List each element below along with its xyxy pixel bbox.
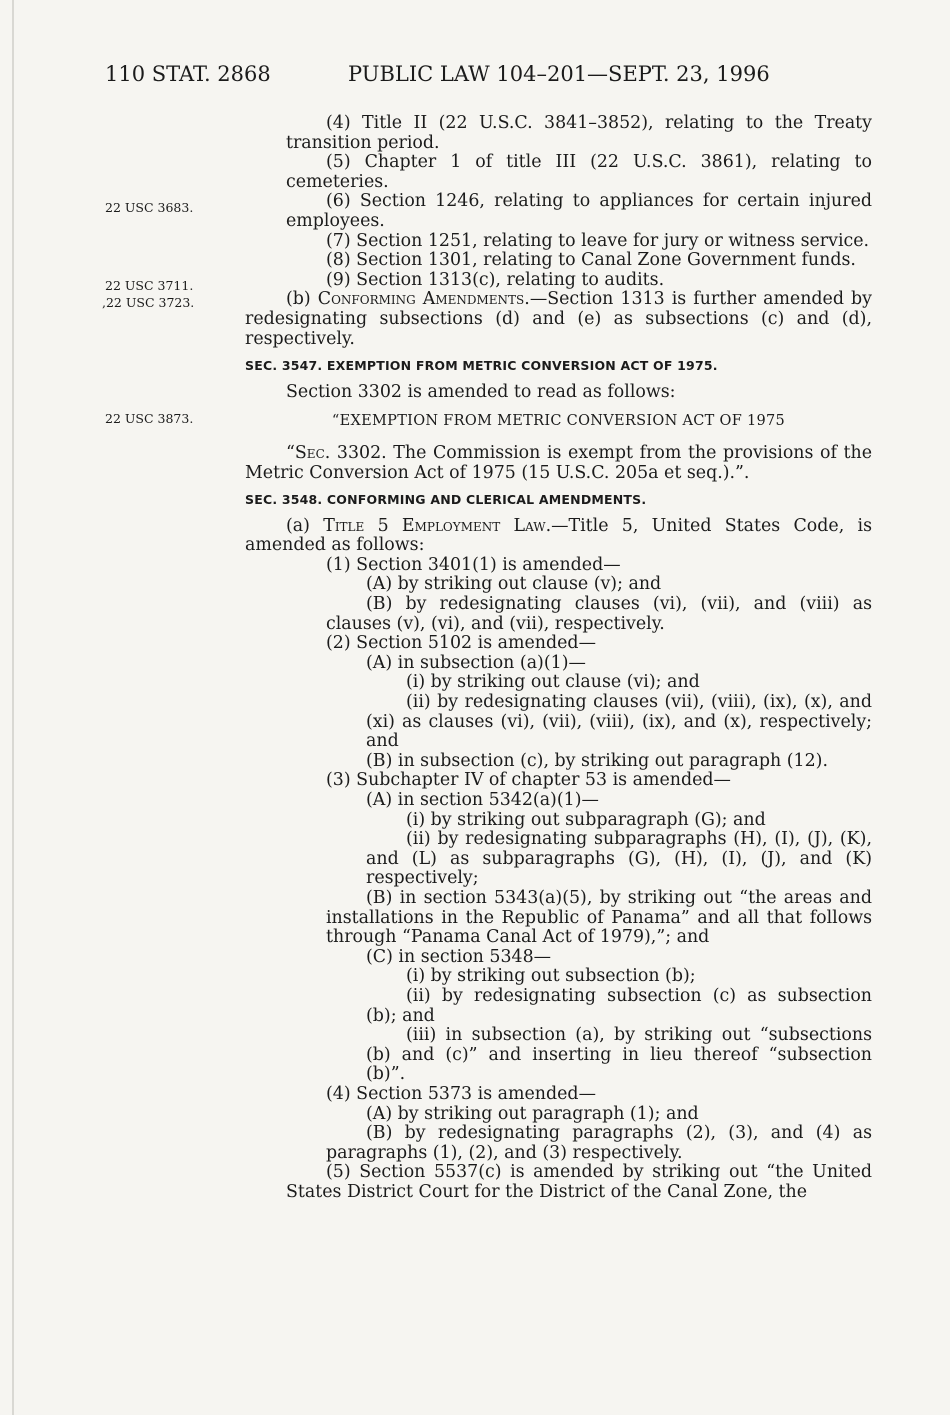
para-text: —Section 1313 is further amended by redesignating subsections (d) and (e) as subsections (c) and (d), respectively.: [245, 289, 872, 349]
paragraph: (A) by striking out paragraph (1); and: [366, 1103, 699, 1124]
para-lead: (a): [286, 515, 324, 536]
paragraph: (5) Section 5537(c) is amended by striking out “the United States District Court for the District of the Canal Zone, the: [286, 1162, 872, 1202]
document-body: [245, 114, 872, 1202]
paragraph: (A) by striking out clause (v); and: [366, 574, 662, 595]
small-caps-heading: Sec.: [294, 442, 331, 463]
paragraph: (i) by striking out subparagraph (G); and: [406, 809, 766, 830]
paragraph: (3) Subchapter IV of chapter 53 is amended—: [326, 770, 731, 791]
paragraph: (A) in section 5342(a)(1)—: [366, 790, 599, 810]
paragraph: (2) Section 5102 is amended—: [326, 633, 596, 654]
paragraph: Section 3302 is amended to read as follows:: [286, 381, 676, 402]
paragraph: (B) in section 5343(a)(5), by striking out “the areas and installations in the Republic of Panama” and all that follows through “Panama Canal Act of 1979),”; and: [326, 887, 872, 948]
paragraph: (1) Section 3401(1) is amended—: [326, 554, 621, 575]
section-heading: SEC. 3548. CONFORMING AND CLERICAL AMENDMENTS.: [245, 492, 647, 508]
para-lead: “: [286, 442, 295, 463]
small-caps-heading: Title 5 Employment Law.: [323, 515, 552, 536]
paragraph: (A) in subsection (a)(1)—: [366, 652, 586, 673]
page-reference: 110 STAT. 2868: [105, 62, 271, 86]
paragraph: (iii) in subsection (a), by striking out “subsections (b) and (c)” and inserting in lieu thereof “subsection (b)”.: [366, 1025, 872, 1085]
paragraph: (5) Chapter 1 of title III (22 U.S.C. 3861), relating to cemeteries.: [286, 152, 872, 192]
section-heading: SEC. 3547. EXEMPTION FROM METRIC CONVERSION ACT OF 1975.: [245, 358, 718, 374]
quoted-heading: “EXEMPTION FROM METRIC CONVERSION ACT OF 1975: [331, 413, 786, 430]
paragraph: (4) Title II (22 U.S.C. 3841–3852), relating to the Treaty transition period.: [286, 113, 872, 153]
margin-note: ,22 USC 3723.: [102, 295, 195, 310]
paragraph: [245, 444, 872, 483]
para-text: —Title 5, United States Code, is amended as follows:: [245, 515, 872, 556]
paragraph: (8) Section 1301, relating to Canal Zone Government funds.: [326, 250, 856, 271]
paragraph: (6) Section 1246, relating to appliances for certain injured employees.: [286, 191, 872, 231]
paragraph: [245, 517, 872, 556]
scan-edge-line: [12, 0, 14, 1415]
para-text: 3302. The Commission is exempt from the provisions of the Metric Conversion Act of 1975 (15 U.S.C. 205a et seq.).”.: [245, 442, 872, 483]
paragraph: (7) Section 1251, relating to leave for jury or witness service.: [326, 230, 870, 251]
paragraph: [245, 290, 872, 349]
paragraph: (4) Section 5373 is amended—: [326, 1083, 596, 1104]
paragraph: (C) in section 5348—: [366, 946, 552, 967]
para-lead: (b): [286, 289, 318, 310]
paragraph: (ii) by redesignating subparagraphs (H), (I), (J), (K), and (L) as subparagraphs (G), (H), (I), (J), and (K) respectively;: [366, 829, 872, 889]
margin-note: 22 USC 3873.: [105, 411, 194, 426]
paragraph: (B) by redesignating clauses (vi), (vii), and (viii) as clauses (v), (vi), and (vii), respectively.: [326, 594, 872, 634]
paragraph: (9) Section 1313(c), relating to audits.: [326, 269, 665, 290]
law-title: PUBLIC LAW 104–201—SEPT. 23, 1996: [348, 62, 770, 86]
paragraph: (i) by striking out clause (vi); and: [406, 672, 700, 693]
small-caps-heading: Conforming Amendments.: [317, 289, 530, 310]
margin-note: 22 USC 3683.: [105, 200, 194, 215]
paragraph: (ii) by redesignating subsection (c) as subsection (b); and: [366, 985, 872, 1026]
margin-note: 22 USC 3711.: [105, 278, 194, 293]
paragraph: (i) by striking out subsection (b);: [406, 966, 696, 987]
paragraph: (B) in subsection (c), by striking out paragraph (12).: [366, 750, 828, 771]
paragraph: (ii) by redesignating clauses (vii), (viii), (ix), (x), and (xi) as clauses (vi), (vii), (viii), (ix), and (x), respectively; and: [366, 692, 872, 752]
page-header: [105, 62, 880, 98]
paragraph: (B) by redesignating paragraphs (2), (3), and (4) as paragraphs (1), (2), and (3) respectively.: [326, 1123, 872, 1163]
